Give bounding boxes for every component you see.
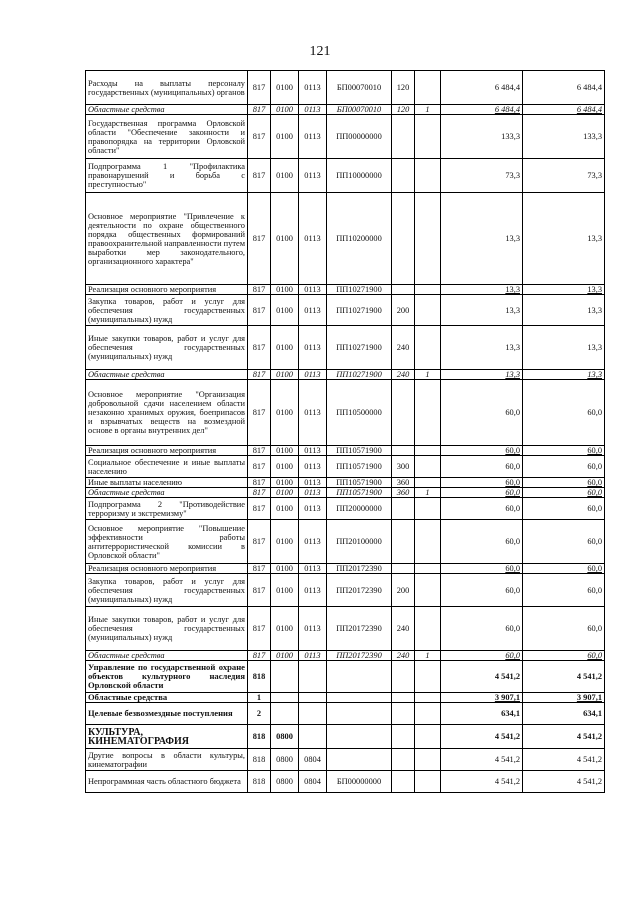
table-row (86, 370, 605, 380)
cell-src (415, 607, 441, 651)
cell-src (415, 498, 441, 520)
cell-sum-1: 60,0 (441, 380, 523, 446)
cell-sum-2: 13,3 (523, 193, 605, 285)
cell-name: Государственная программа Орловской области "Обеспечение законности и правопорядка на территории Орловской области" (86, 115, 248, 159)
cell-cs: ПП10271900 (327, 370, 392, 380)
cell-src: 1 (415, 651, 441, 661)
cell-pr: 0113 (299, 370, 327, 380)
cell-src (415, 520, 441, 564)
cell-ved: 817 (248, 478, 271, 488)
table-row (86, 607, 605, 651)
cell-vr: 200 (392, 574, 415, 607)
page-number: 121 (309, 44, 331, 59)
cell-src (415, 295, 441, 326)
cell-pr: 0113 (299, 607, 327, 651)
cell-sum-2: 73,3 (523, 159, 605, 193)
cell-ved: 1 (248, 693, 271, 703)
cell-sum-1: 4 541,2 (441, 661, 523, 693)
cell-vr (392, 564, 415, 574)
cell-cs (327, 749, 392, 771)
cell-pr (299, 703, 327, 725)
cell-sum-1: 60,0 (441, 520, 523, 564)
cell-rz: 0800 (271, 725, 299, 749)
cell-cs: ПП20000000 (327, 498, 392, 520)
cell-ved: 818 (248, 749, 271, 771)
cell-src (415, 285, 441, 295)
cell-rz: 0100 (271, 574, 299, 607)
cell-sum-1: 4 541,2 (441, 749, 523, 771)
cell-rz: 0100 (271, 71, 299, 105)
cell-cs: ПП20172390 (327, 651, 392, 661)
cell-ved: 817 (248, 105, 271, 115)
cell-cs (327, 661, 392, 693)
cell-src (415, 703, 441, 725)
cell-src (415, 574, 441, 607)
cell-vr: 120 (392, 105, 415, 115)
cell-ved: 817 (248, 71, 271, 105)
cell-rz: 0100 (271, 285, 299, 295)
cell-src (415, 693, 441, 703)
cell-vr: 240 (392, 651, 415, 661)
cell-ved: 817 (248, 380, 271, 446)
cell-ved: 817 (248, 446, 271, 456)
cell-pr: 0113 (299, 115, 327, 159)
cell-cs: ПП10571900 (327, 488, 392, 498)
cell-cs: ПП10271900 (327, 285, 392, 295)
cell-sum-2: 13,3 (523, 370, 605, 380)
cell-rz: 0100 (271, 520, 299, 564)
cell-pr (299, 661, 327, 693)
cell-rz: 0100 (271, 115, 299, 159)
cell-name: Подпрограмма 1 "Профилактика правонарушений и борьба с преступностью" (86, 159, 248, 193)
cell-name: Другие вопросы в области культуры, кинематографии (86, 749, 248, 771)
cell-sum-2: 4 541,2 (523, 725, 605, 749)
cell-ved: 817 (248, 651, 271, 661)
cell-pr: 0113 (299, 574, 327, 607)
cell-vr (392, 380, 415, 446)
cell-cs (327, 725, 392, 749)
cell-pr: 0113 (299, 159, 327, 193)
cell-rz: 0100 (271, 498, 299, 520)
cell-pr: 0113 (299, 295, 327, 326)
cell-pr: 0113 (299, 498, 327, 520)
cell-sum-1: 60,0 (441, 564, 523, 574)
cell-ved: 817 (248, 115, 271, 159)
table-row (86, 478, 605, 488)
cell-cs: ПП10000000 (327, 159, 392, 193)
cell-cs: ПП10571900 (327, 456, 392, 478)
cell-sum-2: 6 484,4 (523, 71, 605, 105)
cell-pr: 0804 (299, 749, 327, 771)
cell-rz: 0100 (271, 651, 299, 661)
cell-name: Областные средства (86, 488, 248, 498)
cell-pr: 0113 (299, 285, 327, 295)
cell-rz: 0100 (271, 607, 299, 651)
cell-sum-1: 60,0 (441, 498, 523, 520)
cell-cs: ПП20172390 (327, 607, 392, 651)
cell-vr: 300 (392, 456, 415, 478)
cell-sum-2: 60,0 (523, 651, 605, 661)
cell-sum-1: 60,0 (441, 446, 523, 456)
cell-pr: 0113 (299, 380, 327, 446)
table-row (86, 446, 605, 456)
cell-ved: 817 (248, 159, 271, 193)
cell-pr (299, 725, 327, 749)
cell-src (415, 725, 441, 749)
cell-rz: 0100 (271, 456, 299, 478)
cell-cs: ПП10271900 (327, 326, 392, 370)
cell-sum-1: 3 907,1 (441, 693, 523, 703)
cell-vr (392, 725, 415, 749)
cell-sum-2: 4 541,2 (523, 771, 605, 793)
cell-ved: 2 (248, 703, 271, 725)
table-row (86, 661, 605, 693)
cell-cs: ПП20100000 (327, 520, 392, 564)
cell-src (415, 380, 441, 446)
cell-sum-1: 13,3 (441, 193, 523, 285)
cell-sum-2: 133,3 (523, 115, 605, 159)
cell-src: 1 (415, 370, 441, 380)
cell-src (415, 771, 441, 793)
cell-src (415, 115, 441, 159)
cell-cs: ПП10271900 (327, 295, 392, 326)
cell-vr (392, 661, 415, 693)
cell-src (415, 159, 441, 193)
cell-pr: 0113 (299, 488, 327, 498)
cell-sum-1: 6 484,4 (441, 71, 523, 105)
table-row (86, 105, 605, 115)
cell-pr: 0113 (299, 564, 327, 574)
cell-sum-1: 60,0 (441, 488, 523, 498)
cell-ved: 817 (248, 520, 271, 564)
cell-ved: 817 (248, 564, 271, 574)
cell-vr: 240 (392, 607, 415, 651)
cell-name: Управление по государственной охране объектов культурного наследия Орловской области (86, 661, 248, 693)
cell-rz: 0100 (271, 326, 299, 370)
table-row (86, 725, 605, 749)
cell-pr: 0113 (299, 71, 327, 105)
cell-cs: ПП10571900 (327, 446, 392, 456)
cell-src (415, 71, 441, 105)
cell-sum-1: 13,3 (441, 295, 523, 326)
cell-sum-1: 60,0 (441, 607, 523, 651)
cell-sum-2: 13,3 (523, 326, 605, 370)
table-row (86, 115, 605, 159)
cell-pr: 0113 (299, 446, 327, 456)
cell-name: Основное мероприятие "Повышение эффективности работы антитеррористической комиссии в Орловской области" (86, 520, 248, 564)
cell-cs: ПП20172390 (327, 564, 392, 574)
cell-ved: 818 (248, 661, 271, 693)
cell-rz: 0100 (271, 105, 299, 115)
cell-sum-2: 4 541,2 (523, 749, 605, 771)
cell-vr: 360 (392, 488, 415, 498)
cell-rz: 0100 (271, 370, 299, 380)
cell-pr: 0113 (299, 326, 327, 370)
cell-sum-2: 60,0 (523, 488, 605, 498)
cell-pr: 0804 (299, 771, 327, 793)
cell-pr: 0113 (299, 456, 327, 478)
cell-sum-2: 60,0 (523, 564, 605, 574)
cell-sum-1: 60,0 (441, 574, 523, 607)
cell-sum-1: 73,3 (441, 159, 523, 193)
table-row (86, 159, 605, 193)
table-row (86, 651, 605, 661)
cell-vr (392, 703, 415, 725)
cell-cs: БП00070010 (327, 105, 392, 115)
cell-cs: БП00070010 (327, 71, 392, 105)
cell-sum-1: 60,0 (441, 651, 523, 661)
cell-name: Областные средства (86, 370, 248, 380)
cell-ved: 817 (248, 295, 271, 326)
cell-rz (271, 703, 299, 725)
cell-sum-2: 60,0 (523, 380, 605, 446)
cell-vr (392, 771, 415, 793)
cell-sum-2: 60,0 (523, 607, 605, 651)
table-body (86, 71, 605, 793)
table-row (86, 488, 605, 498)
cell-name: Подпрограмма 2 "Противодействие терроризму и экстремизму" (86, 498, 248, 520)
cell-name: Целевые безвозмездные поступления (86, 703, 248, 725)
table-row (86, 520, 605, 564)
cell-cs: БП00000000 (327, 771, 392, 793)
cell-sum-1: 4 541,2 (441, 725, 523, 749)
cell-sum-2: 60,0 (523, 574, 605, 607)
cell-vr (392, 115, 415, 159)
cell-rz: 0100 (271, 446, 299, 456)
cell-src (415, 193, 441, 285)
table-row (86, 380, 605, 446)
cell-vr (392, 285, 415, 295)
table-row (86, 771, 605, 793)
table-row (86, 326, 605, 370)
cell-ved: 817 (248, 488, 271, 498)
cell-name: Областные средства (86, 105, 248, 115)
cell-vr: 360 (392, 478, 415, 488)
cell-name: Областные средства (86, 651, 248, 661)
cell-sum-1: 4 541,2 (441, 771, 523, 793)
cell-ved: 817 (248, 326, 271, 370)
cell-src: 1 (415, 488, 441, 498)
cell-rz: 0100 (271, 380, 299, 446)
cell-vr (392, 498, 415, 520)
cell-sum-1: 60,0 (441, 478, 523, 488)
cell-sum-2: 13,3 (523, 295, 605, 326)
table-row (86, 295, 605, 326)
table-row (86, 749, 605, 771)
cell-name: Расходы на выплаты персоналу государственных (муниципальных) органов (86, 71, 248, 105)
table-row (86, 574, 605, 607)
cell-rz: 0100 (271, 564, 299, 574)
cell-cs: ПП20172390 (327, 574, 392, 607)
cell-rz (271, 693, 299, 703)
cell-src (415, 564, 441, 574)
cell-ved: 818 (248, 771, 271, 793)
cell-rz: 0800 (271, 771, 299, 793)
cell-cs (327, 703, 392, 725)
cell-sum-2: 4 541,2 (523, 661, 605, 693)
cell-sum-1: 133,3 (441, 115, 523, 159)
cell-rz (271, 661, 299, 693)
cell-name: Основное мероприятие "Привлечение к деятельности по охране общественного порядка общественных формирований правоохранительной направленности путем выработки мер законодательного, организационного характера" (86, 193, 248, 285)
cell-vr (392, 446, 415, 456)
cell-vr: 200 (392, 295, 415, 326)
cell-ved: 817 (248, 370, 271, 380)
cell-name: Областные средства (86, 693, 248, 703)
cell-sum-1: 13,3 (441, 370, 523, 380)
cell-pr: 0113 (299, 105, 327, 115)
cell-name: Реализация основного мероприятия (86, 564, 248, 574)
cell-sum-1: 6 484,4 (441, 105, 523, 115)
cell-name: Иные закупки товаров, работ и услуг для обеспечения государственных (муниципальных) нужд (86, 326, 248, 370)
cell-sum-1: 13,3 (441, 326, 523, 370)
cell-vr (392, 159, 415, 193)
cell-cs: ПП10571900 (327, 478, 392, 488)
cell-ved: 817 (248, 607, 271, 651)
cell-rz: 0100 (271, 193, 299, 285)
cell-name: Закупка товаров, работ и услуг для обеспечения государственных (муниципальных) нужд (86, 295, 248, 326)
cell-pr: 0113 (299, 651, 327, 661)
cell-cs: ПП10200000 (327, 193, 392, 285)
cell-ved: 817 (248, 498, 271, 520)
cell-ved: 817 (248, 193, 271, 285)
cell-vr: 120 (392, 71, 415, 105)
cell-sum-1: 13,3 (441, 285, 523, 295)
cell-sum-2: 60,0 (523, 478, 605, 488)
cell-sum-2: 6 484,4 (523, 105, 605, 115)
cell-vr: 240 (392, 370, 415, 380)
cell-name: Реализация основного мероприятия (86, 285, 248, 295)
cell-pr (299, 693, 327, 703)
cell-ved: 817 (248, 574, 271, 607)
cell-pr: 0113 (299, 478, 327, 488)
table-row (86, 564, 605, 574)
cell-name: Социальное обеспечение и иные выплаты населению (86, 456, 248, 478)
cell-vr (392, 749, 415, 771)
table-row (86, 693, 605, 703)
cell-vr: 240 (392, 326, 415, 370)
cell-vr (392, 193, 415, 285)
cell-sum-2: 634,1 (523, 703, 605, 725)
table-row (86, 498, 605, 520)
cell-name: КУЛЬТУРА, КИНЕМАТОГРАФИЯ (86, 725, 248, 749)
cell-sum-2: 3 907,1 (523, 693, 605, 703)
cell-name: Основное мероприятие "Организация добровольной сдачи населением области незаконно хранимых оружия, боеприпасов и взрывчатых веществ на возмездной основе в органы внутренних дел" (86, 380, 248, 446)
cell-cs: ПП10500000 (327, 380, 392, 446)
budget-table (85, 70, 605, 793)
cell-rz: 0800 (271, 749, 299, 771)
cell-name: Реализация основного мероприятия (86, 446, 248, 456)
table-row (86, 285, 605, 295)
cell-name: Непрограммная часть областного бюджета (86, 771, 248, 793)
cell-cs: ПП00000000 (327, 115, 392, 159)
cell-src (415, 749, 441, 771)
cell-src: 1 (415, 105, 441, 115)
cell-sum-2: 60,0 (523, 520, 605, 564)
cell-vr (392, 520, 415, 564)
cell-name: Закупка товаров, работ и услуг для обеспечения государственных (муниципальных) нужд (86, 574, 248, 607)
cell-sum-2: 60,0 (523, 446, 605, 456)
cell-ved: 817 (248, 285, 271, 295)
table-row (86, 703, 605, 725)
cell-name: Иные закупки товаров, работ и услуг для обеспечения государственных (муниципальных) нужд (86, 607, 248, 651)
cell-src (415, 446, 441, 456)
cell-rz: 0100 (271, 488, 299, 498)
cell-rz: 0100 (271, 478, 299, 488)
cell-sum-2: 13,3 (523, 285, 605, 295)
cell-src (415, 456, 441, 478)
cell-sum-2: 60,0 (523, 456, 605, 478)
cell-ved: 817 (248, 456, 271, 478)
cell-rz: 0100 (271, 159, 299, 193)
cell-name: Иные выплаты населению (86, 478, 248, 488)
cell-vr (392, 693, 415, 703)
cell-ved: 818 (248, 725, 271, 749)
cell-cs (327, 693, 392, 703)
table-row (86, 71, 605, 105)
cell-src (415, 478, 441, 488)
cell-src (415, 661, 441, 693)
cell-sum-1: 634,1 (441, 703, 523, 725)
table-row (86, 193, 605, 285)
cell-pr: 0113 (299, 193, 327, 285)
cell-rz: 0100 (271, 295, 299, 326)
cell-pr: 0113 (299, 520, 327, 564)
cell-sum-2: 60,0 (523, 498, 605, 520)
table-row (86, 456, 605, 478)
cell-src (415, 326, 441, 370)
cell-sum-1: 60,0 (441, 456, 523, 478)
